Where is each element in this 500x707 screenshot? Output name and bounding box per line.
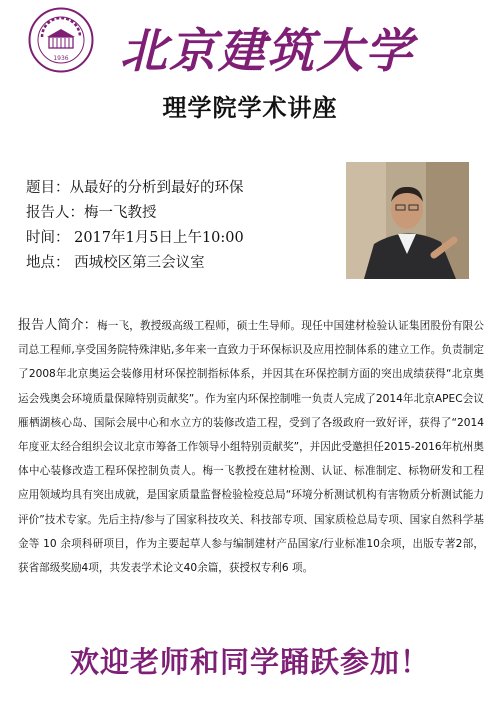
page-title: 理学院学术讲座 (162, 94, 338, 122)
university-name: 北京建筑大学 (120, 24, 414, 79)
speaker-photo (346, 162, 469, 279)
welcome-message: 欢迎老师和同学踊跃参加！ (69, 645, 430, 679)
time: 时间： 2017年1月5日上午10:00 (26, 230, 244, 246)
seal-year: 1936 (53, 55, 69, 62)
location: 地点： 西城校区第三会议室 (26, 255, 205, 271)
bio-label: 报告人简介： (18, 318, 97, 333)
speaker-bio (18, 314, 484, 580)
topic: 题目：从最好的分析到最好的环保 (26, 180, 244, 196)
speaker: 报告人：梅一飞教授 (26, 205, 157, 221)
bio-text: 梅一飞，教授级高级工程师，硕士生导师。现任中国建材检验认证集团股份有限公司总工程师,享受国务院特殊津贴,多年来一直致力于环保标识及应用控制体系的建立工作。负责制定了2008年北京奥运会装修用材环保控制指标体系，并因其在环保控制方面的突出成绩获得“北京奥运会残奥会环境质量保障特别贡献奖”。作为室内环保控制唯一负责人完成了2014年北京APEC会议雁栖湖核心岛、国际会展中心和水立方的装修改造工程，受到了各级政府一致好评，获得了“2014年度亚太经合组织会议北京市筹备工作领导小组特别贡献奖”，并因此受邀担任2015-2016年杭州奥体中心装修改造工程环保控制负责人。梅一飞教授在建材检测、认证、标准制定、标物研发和工程应用领域均具有突出成就，是国家质量监督检验检疫总局“环境分析测试机构有害物质分析测试能力评价”技术专家。先后主持/参与了国家科技攻关、科技部专项、国家质检总局专项、国家自然科学基金等 10 余项科研项目，作为主要起草人参与编制建材产品国家/行业标准10余项，出版专著2部，获省部级奖励4项，共发表学术论文40余篇，获授权专利6 项。 (18, 320, 484, 575)
university-seal-icon (28, 7, 94, 73)
header (0, 0, 500, 80)
lecture-info (26, 176, 336, 276)
